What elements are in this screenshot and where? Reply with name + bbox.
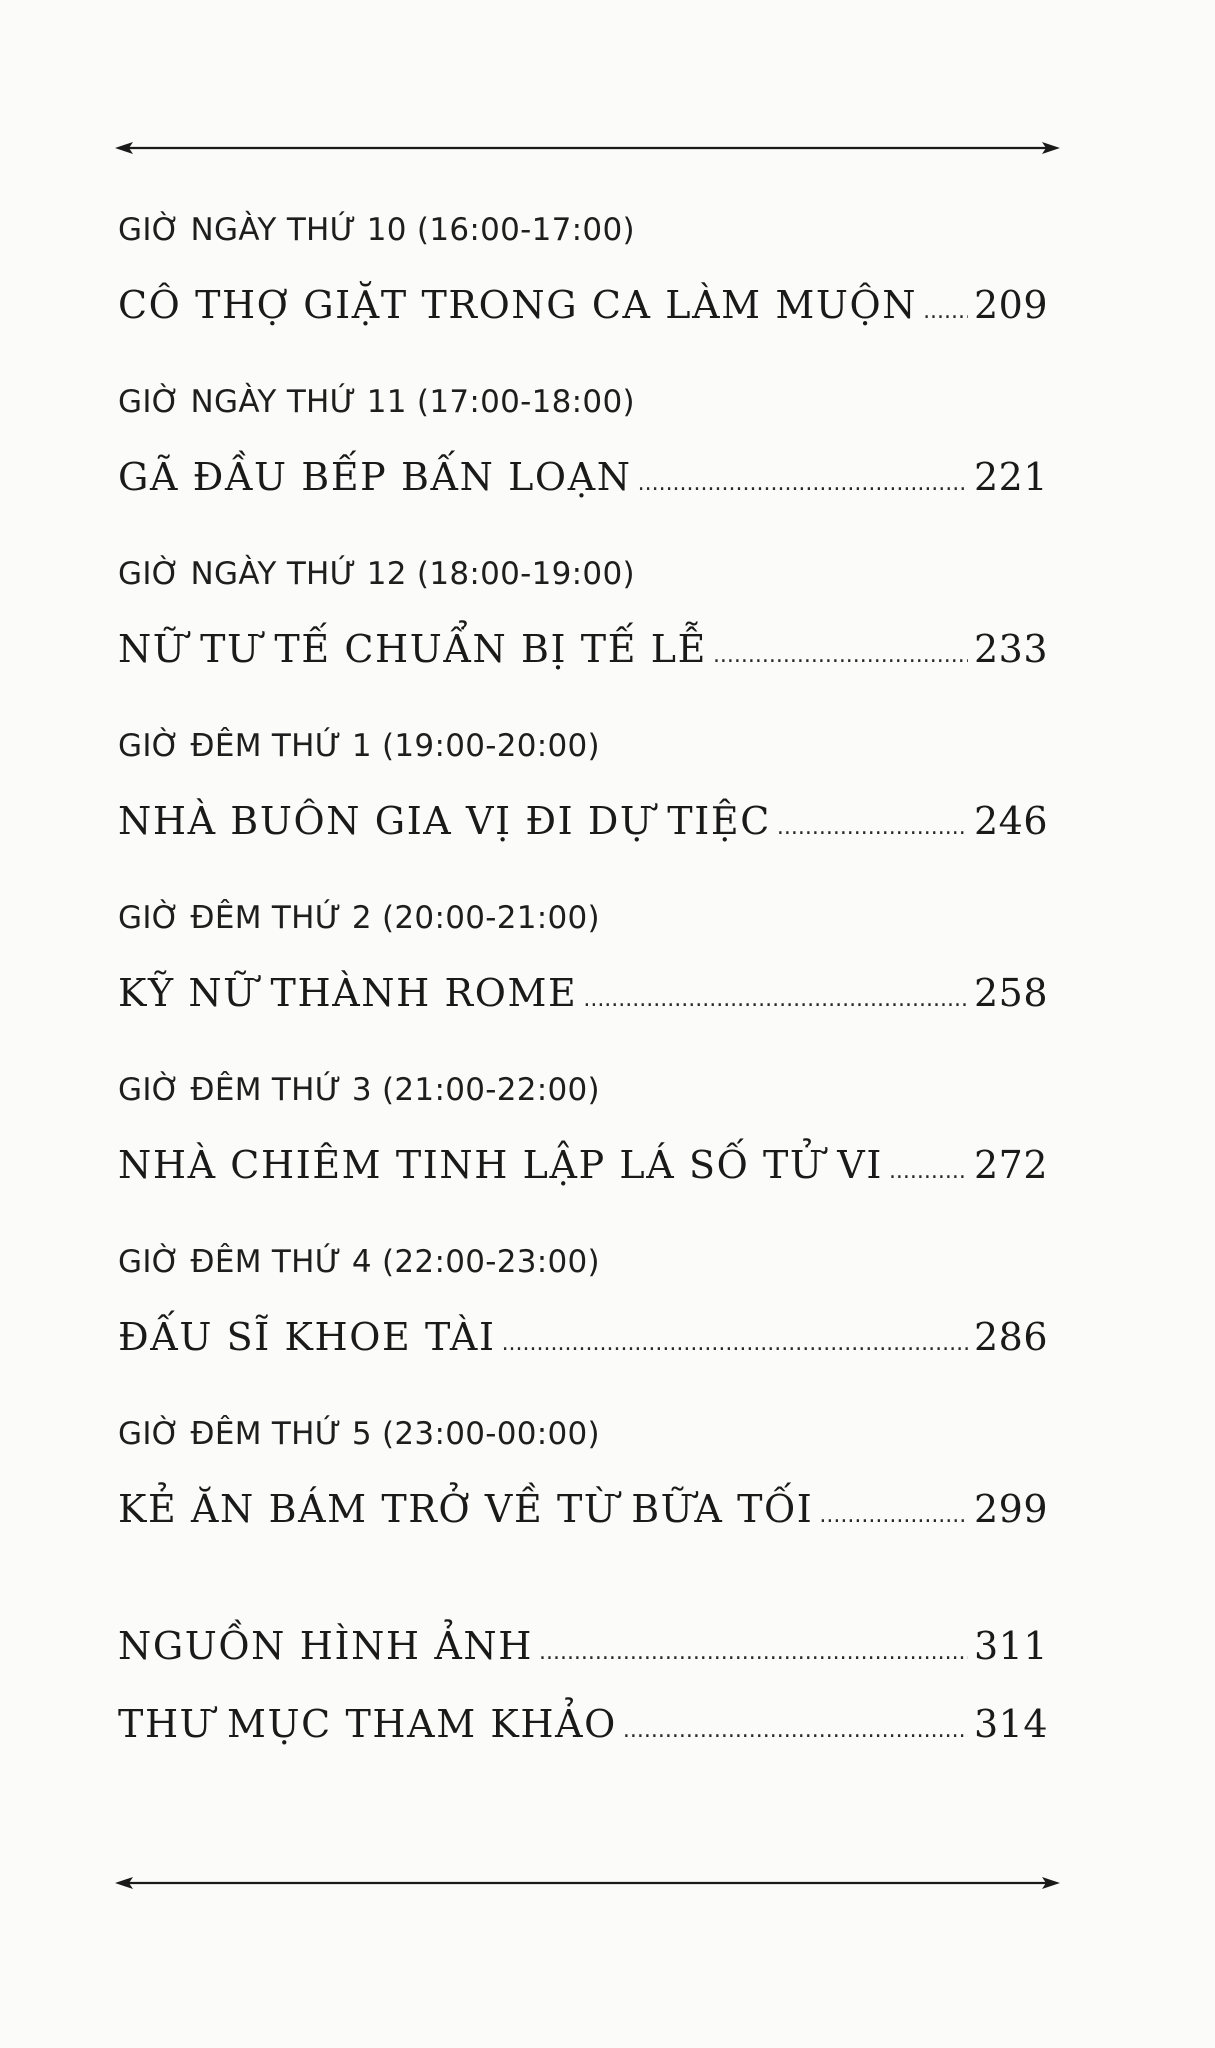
chapter-title: NỮ TƯ TẾ CHUẨN BỊ TẾ LỄ: [118, 627, 707, 671]
toc-line: [118, 1484, 1048, 1541]
dot-leader: [502, 1319, 968, 1369]
toc-entry[interactable]: [118, 554, 1048, 726]
toc-entry[interactable]: [118, 210, 1048, 382]
toc-entry[interactable]: [118, 726, 1048, 898]
chapter-title: THƯ MỤC THAM KHẢO: [118, 1702, 617, 1746]
section-label: GIỜ NGÀY THỨ 12 (18:00-19:00): [118, 556, 635, 592]
page-number: 209: [973, 283, 1048, 327]
section-label: GIỜ ĐÊM THỨ 3 (21:00-22:00): [118, 1072, 600, 1108]
toc-entry[interactable]: [118, 382, 1048, 554]
page-number: 246: [973, 799, 1048, 843]
table-of-contents: [118, 210, 1048, 1586]
toc-line: [118, 1312, 1048, 1369]
dot-leader: [889, 1147, 968, 1197]
section-label: GIỜ ĐÊM THỨ 5 (23:00-00:00): [118, 1416, 600, 1452]
toc-entry[interactable]: [118, 1621, 1048, 1671]
chapter-title: NHÀ BUÔN GIA VỊ ĐI DỰ TIỆC: [118, 799, 771, 843]
page-number: 258: [973, 971, 1048, 1015]
toc-entry[interactable]: [118, 1699, 1048, 1749]
page-number: 286: [973, 1315, 1048, 1359]
dot-leader: [923, 287, 968, 337]
chapter-title: NHÀ CHIÊM TINH LẬP LÁ SỐ TỬ VI: [118, 1143, 883, 1187]
toc-entry[interactable]: [118, 1070, 1048, 1242]
section-label: GIỜ ĐÊM THỨ 2 (20:00-21:00): [118, 900, 600, 936]
top-double-arrow-rule-icon: [115, 138, 1060, 158]
page-number: 272: [973, 1143, 1048, 1187]
toc-line: [118, 624, 1048, 681]
section-label: GIỜ ĐÊM THỨ 4 (22:00-23:00): [118, 1244, 600, 1280]
bottom-double-arrow-rule-icon: [115, 1873, 1060, 1893]
dot-leader: [819, 1491, 968, 1541]
page-number: 299: [973, 1487, 1048, 1531]
dot-leader: [623, 1706, 968, 1756]
dot-leader: [583, 975, 968, 1025]
toc-line: [118, 796, 1048, 853]
page-number: 233: [973, 627, 1048, 671]
back-matter-list: [118, 1621, 1048, 1777]
chapter-title: KỸ NỮ THÀNH ROME: [118, 971, 578, 1015]
dot-leader: [539, 1628, 968, 1678]
toc-line: [118, 968, 1048, 1025]
dot-leader: [777, 803, 968, 853]
dot-leader: [713, 631, 968, 681]
chapter-title: CÔ THỢ GIẶT TRONG CA LÀM MUỘN: [118, 283, 918, 327]
page-number: 314: [973, 1702, 1048, 1746]
toc-entry[interactable]: [118, 898, 1048, 1070]
toc-line: [118, 280, 1048, 337]
toc-line: [118, 452, 1048, 509]
chapter-title: ĐẤU SĨ KHOE TÀI: [118, 1315, 496, 1359]
toc-entry[interactable]: [118, 1242, 1048, 1414]
section-label: GIỜ NGÀY THỨ 10 (16:00-17:00): [118, 212, 635, 248]
section-label: GIỜ ĐÊM THỨ 1 (19:00-20:00): [118, 728, 600, 764]
dot-leader: [638, 459, 968, 509]
section-label: GIỜ NGÀY THỨ 11 (17:00-18:00): [118, 384, 635, 420]
chapter-title: KẺ ĂN BÁM TRỞ VỀ TỪ BỮA TỐI: [118, 1487, 814, 1531]
page-number: 311: [973, 1624, 1048, 1668]
chapter-title: NGUỒN HÌNH ẢNH: [118, 1624, 533, 1668]
chapter-title: GÃ ĐẦU BẾP BẤN LOẠN: [118, 455, 632, 499]
toc-line: [118, 1140, 1048, 1197]
page-number: 221: [973, 455, 1048, 499]
toc-entry[interactable]: [118, 1414, 1048, 1586]
